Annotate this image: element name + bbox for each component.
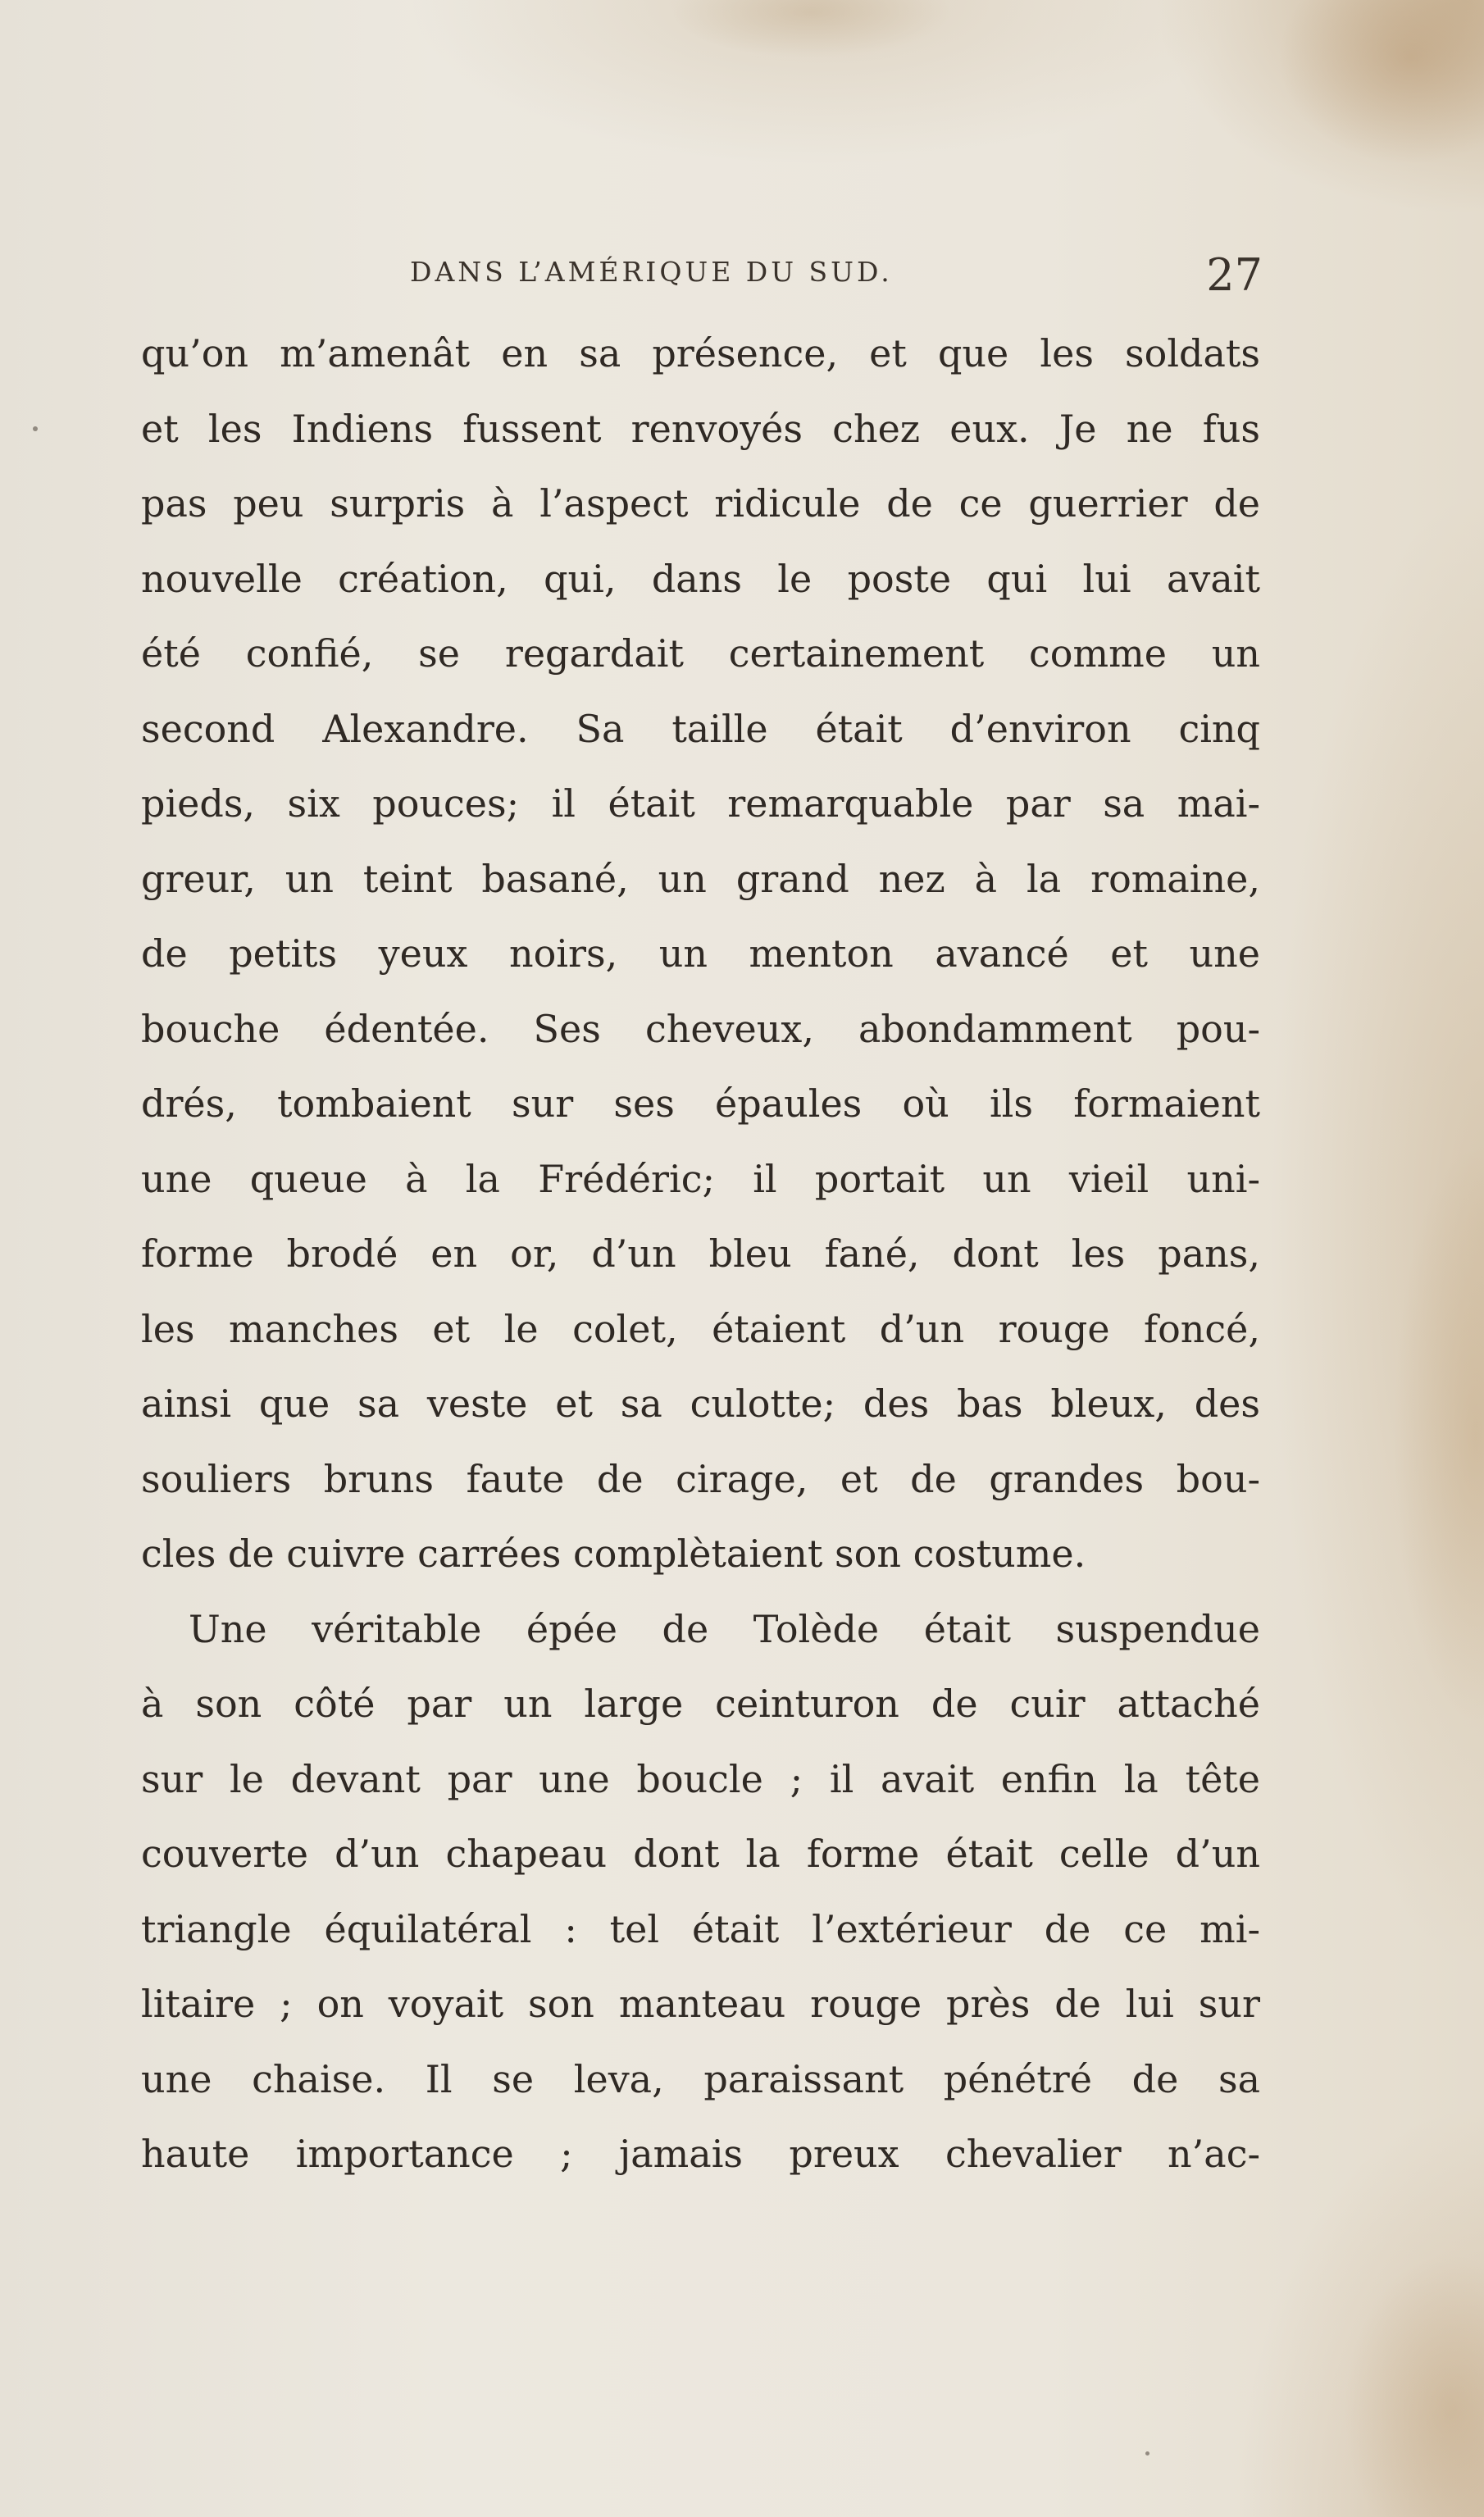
text-line: de petits yeux noirs, un menton avancé et une [141,931,1260,976]
foxing-stain [672,0,951,57]
text-line: une queue à la Frédéric; il portait un vieil uni- [141,1156,1260,1201]
text-line: second Alexandre. Sa taille était d’environ cinq [141,706,1260,751]
text-line: et les Indiens fussent renvoyés chez eux. Je ne fus [141,406,1260,451]
running-title: DANS L’AMÉRIQUE DU SUD. [410,256,893,288]
paragraph-start-line: Une véritable épée de Tolède était suspendue [189,1606,1260,1651]
text-line: à son côté par un large ceinturon de cuir attaché [141,1682,1260,1726]
text-line: drés, tombaient sur ses épaules où ils formaient [141,1081,1260,1126]
ink-speck [33,426,38,431]
page-number: 27 [1206,249,1263,301]
text-line: triangle équilatéral : tel était l’extérieur de ce mi- [141,1906,1260,1951]
ink-speck [1145,2451,1149,2456]
text-line: bouche édentée. Ses cheveux, abondamment pou- [141,1006,1260,1051]
text-line: nouvelle création, qui, dans le poste qui lui avait [141,556,1260,601]
text-line: litaire ; on voyait son manteau rouge près de lui sur [141,1982,1260,2026]
text-line: une chaise. Il se leva, paraissant pénétré de sa [141,2056,1260,2101]
text-line: pas peu surpris à l’aspect ridicule de ce guerrier de [141,481,1260,526]
running-head [410,249,1263,305]
text-line: souliers bruns faute de cirage, et de grandes bou- [141,1456,1260,1501]
text-line: pieds, six pouces; il était remarquable par sa mai- [141,781,1260,826]
text-line: couverte d’un chapeau dont la forme était celle d’un [141,1832,1260,1876]
text-line: été confié, se regardait certainement comme un [141,631,1260,676]
foxing-stain [1345,2255,1484,2517]
text-line: qu’on m’amenât en sa présence, et que les soldats [141,331,1260,376]
text-line: ainsi que sa veste et sa culotte; des bas bleux, des [141,1381,1260,1426]
text-line: cles de cuivre carrées complètaient son costume. [141,1532,1086,1576]
text-line: les manches et le colet, étaient d’un rouge foncé, [141,1306,1260,1351]
text-line: sur le devant par une boucle ; il avait enfin la tête [141,1756,1260,1801]
text-line: haute importance ; jamais preux chevalier n’ac- [141,2132,1260,2176]
text-line: forme brodé en or, d’un bleu fané, dont les pans, [141,1231,1260,1276]
body-text [141,316,1260,2192]
text-line: greur, un teint basané, un grand nez à la romaine, [141,856,1260,901]
foxing-stain [1394,1148,1484,1722]
foxing-stain [1279,0,1484,164]
